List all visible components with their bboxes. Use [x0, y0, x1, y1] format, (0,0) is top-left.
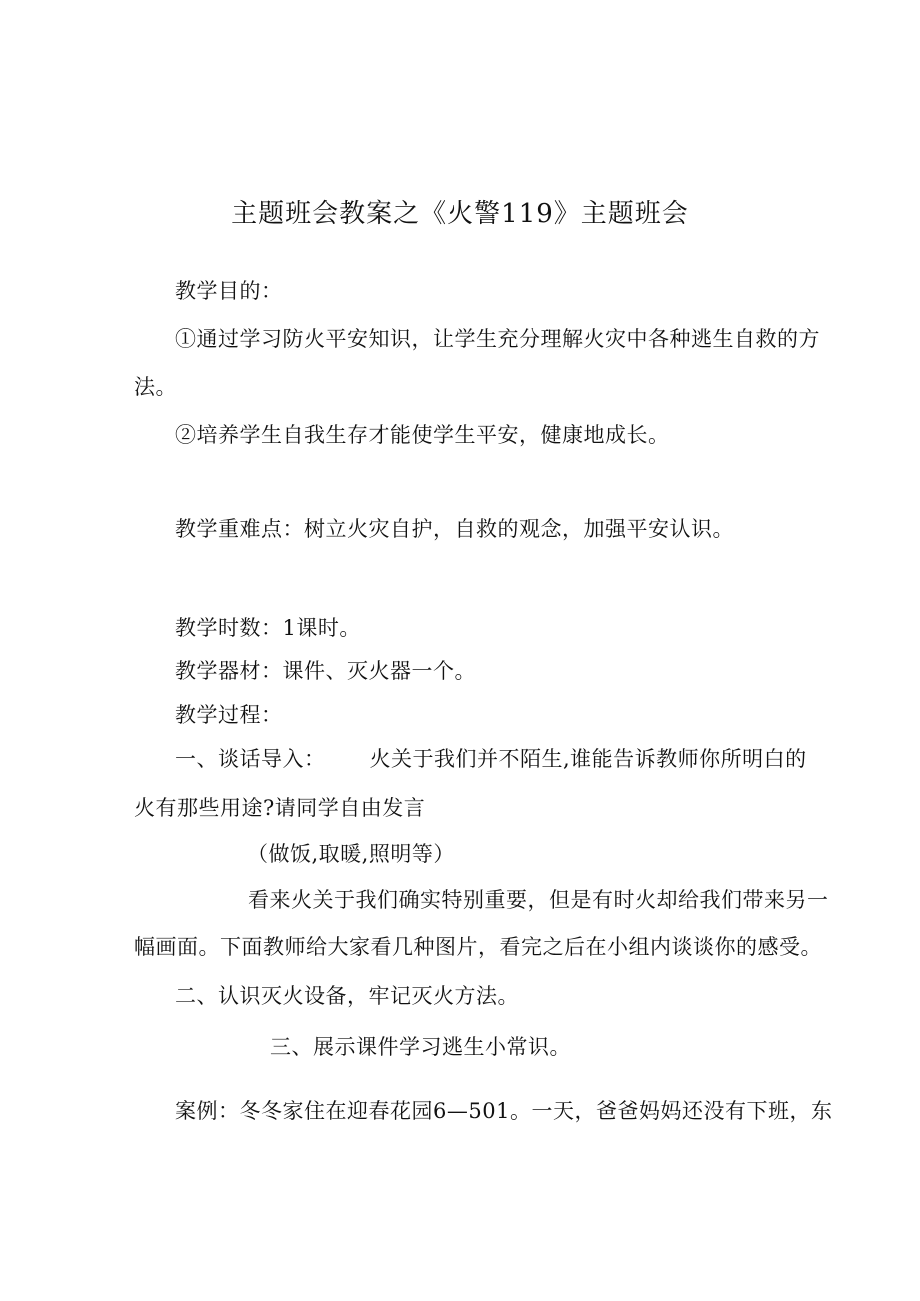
document-title: 主题班会教案之《火警119》主题班会	[231, 199, 689, 229]
case-text: 案例：冬冬家住在迎春花园6—501。一天，爸爸妈妈还没有下班，东	[175, 1099, 833, 1123]
objective-1-line2: 法。	[134, 375, 177, 399]
step1-line2: 火有那些用途?请同学自由发言	[134, 796, 426, 820]
step1-label: 一、谈话导入：	[175, 747, 326, 771]
teaching-hours: 教学时数：1课时。	[175, 616, 361, 640]
objective-1-line1: ①通过学习防火平安知识，让学生充分理解火灾中各种逃生自救的方	[175, 327, 820, 351]
process-heading: 教学过程：	[175, 703, 283, 727]
paragraph-line1: 看来火关于我们确实特别重要，但是有时火却给我们带来另一	[248, 888, 829, 912]
objective-2: ②培养学生自我生存才能使学生平安，健康地成长。	[175, 423, 670, 447]
key-points: 教学重难点：树立火灾自护，自救的观念，加强平安认识。	[175, 517, 734, 541]
objective-heading: 教学目的：	[175, 279, 283, 303]
step1-line1	[175, 746, 807, 772]
paragraph-line2: 幅画面。下面教师给大家看几种图片，看完之后在小组内谈谈你的感受。	[134, 935, 822, 959]
step1-text: 火关于我们并不陌生,谁能告诉教师你所明白的	[369, 747, 807, 771]
step3: 三、展示课件学习逃生小常识。	[270, 1035, 571, 1059]
step1-answer: （做饭,取暖,照明等）	[247, 842, 455, 866]
teaching-equipment: 教学器材：课件、灭火器一个。	[175, 659, 476, 683]
step2: 二、认识灭火设备，牢记灭火方法。	[175, 984, 519, 1008]
